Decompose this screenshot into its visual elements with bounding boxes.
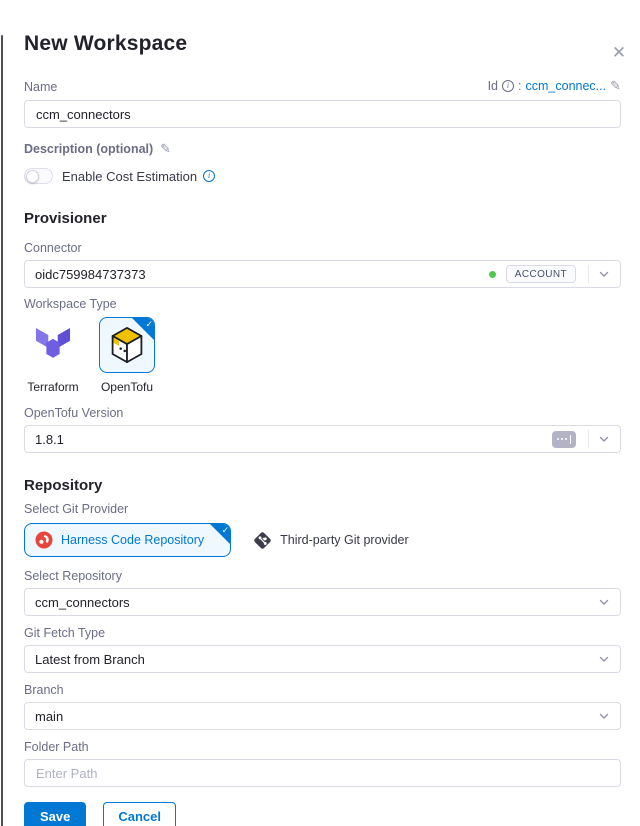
provisioner-heading: Provisioner <box>24 210 107 227</box>
harness-code-icon <box>35 531 53 549</box>
edit-description-icon[interactable]: ✎ <box>160 141 172 156</box>
connector-value: oidc759984737373 <box>35 266 146 282</box>
repository-select[interactable] <box>24 588 621 616</box>
git-provider-label: Select Git Provider <box>24 502 129 516</box>
git-provider-thirdparty[interactable] <box>253 531 409 550</box>
edit-id-icon[interactable]: ✎ <box>610 78 621 93</box>
branch-select[interactable] <box>24 702 621 730</box>
connector-label: Connector <box>24 241 82 255</box>
cost-estimation-label: Enable Cost Estimation <box>62 168 198 184</box>
new-workspace-dialog <box>0 32 640 826</box>
folder-path-input[interactable] <box>24 759 621 787</box>
dialog-left-edge <box>1 35 3 826</box>
branch-label: Branch <box>24 683 64 697</box>
opentofu-version-label: OpenTofu Version <box>24 406 124 420</box>
cost-estimation-info-icon[interactable]: i <box>203 170 215 182</box>
git-fetch-type-value: Latest from Branch <box>35 651 145 667</box>
chevron-down-icon <box>588 430 610 448</box>
page-title: New Workspace <box>24 32 188 55</box>
thirdparty-provider-label: Third-party Git provider <box>280 533 409 547</box>
opentofu-version-value: 1.8.1 <box>35 431 64 447</box>
terraform-icon <box>34 327 72 363</box>
description-label: Description (optional) <box>24 142 154 156</box>
terraform-card-label: Terraform <box>27 380 79 394</box>
repository-heading: Repository <box>24 477 103 494</box>
close-icon[interactable]: ✕ <box>611 43 627 62</box>
name-input[interactable] <box>24 100 621 128</box>
harness-provider-label: Harness Code Repository <box>61 533 205 547</box>
toggle-knob <box>26 170 39 183</box>
opentofu-version-select[interactable] <box>24 425 621 453</box>
cost-estimation-toggle[interactable] <box>24 168 53 184</box>
workspace-type-opentofu[interactable] <box>98 317 156 394</box>
version-more-icon <box>552 431 576 448</box>
opentofu-card-label: OpenTofu <box>100 380 154 394</box>
git-fetch-type-label: Git Fetch Type <box>24 626 106 640</box>
chevron-down-icon <box>588 265 610 283</box>
chevron-down-icon <box>598 710 610 722</box>
branch-value: main <box>35 708 64 724</box>
connector-status-dot <box>489 271 496 278</box>
id-separator: : <box>518 79 522 93</box>
workspace-type-terraform[interactable] <box>24 317 82 394</box>
git-fetch-type-select[interactable] <box>24 645 621 673</box>
folder-path-label: Folder Path <box>24 740 89 754</box>
git-provider-harness[interactable] <box>24 523 231 557</box>
cancel-button[interactable]: Cancel <box>103 802 176 826</box>
git-icon <box>253 531 272 550</box>
workspace-id-value[interactable]: ccm_connec... <box>525 79 607 93</box>
name-label: Name <box>24 80 58 94</box>
selected-check-icon: ✓ <box>132 318 154 340</box>
selected-check-icon: ✓ <box>210 524 230 544</box>
save-button[interactable]: Save <box>24 802 86 826</box>
chevron-down-icon <box>598 596 610 608</box>
workspace-type-label: Workspace Type <box>24 297 117 311</box>
connector-scope-badge: ACCOUNT <box>506 265 576 283</box>
repository-value: ccm_connectors <box>35 594 130 610</box>
connector-select[interactable] <box>24 260 621 288</box>
id-info-icon: i <box>502 80 514 92</box>
select-repository-label: Select Repository <box>24 569 122 583</box>
id-label: Id <box>487 79 499 93</box>
chevron-down-icon <box>598 653 610 665</box>
